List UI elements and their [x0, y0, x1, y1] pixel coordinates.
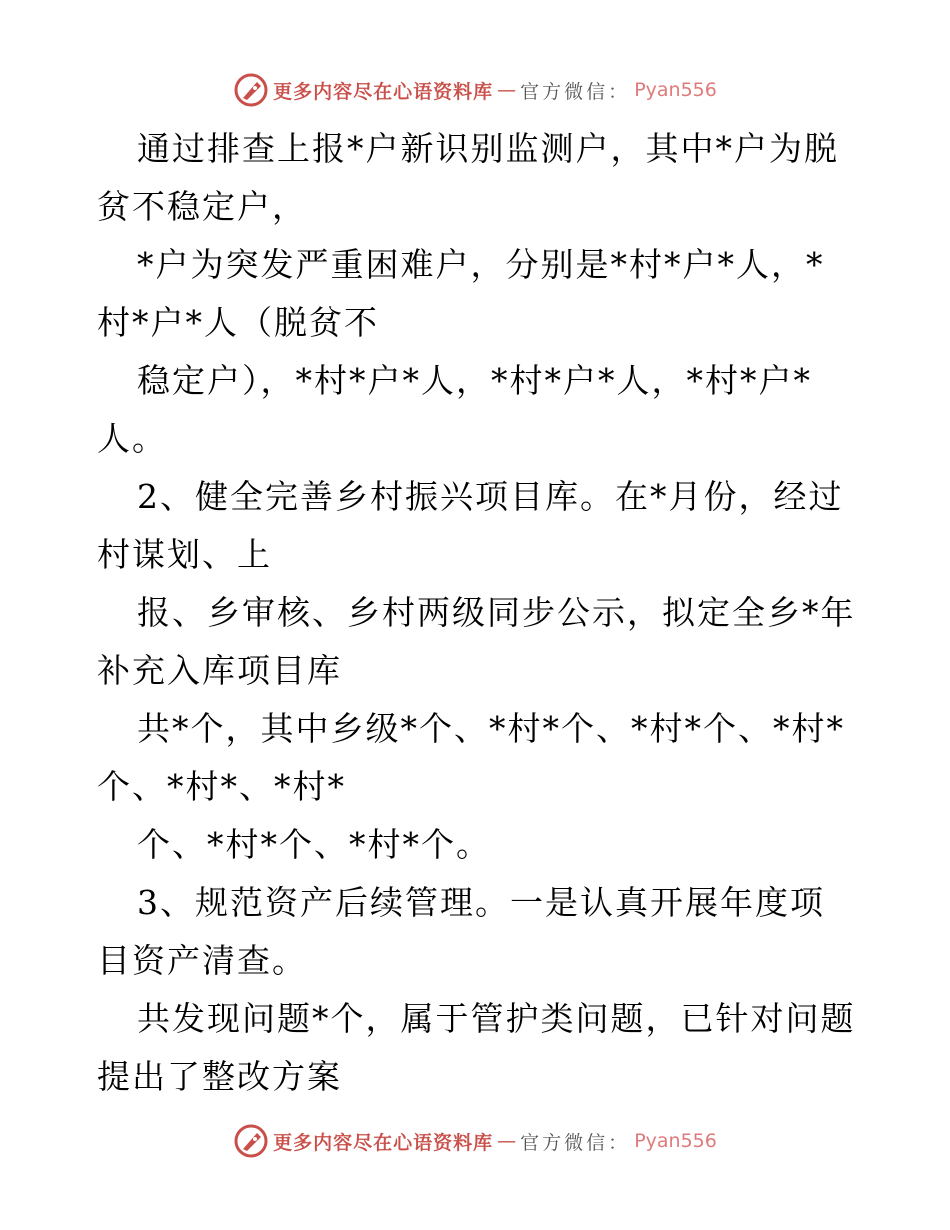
header-watermark	[0, 70, 950, 110]
watermark-brand: 更多内容尽在心语资料库	[273, 1131, 494, 1154]
pen-nib-logo-icon	[233, 1123, 269, 1159]
paragraph: 共*个，其中乡级*个、*村*个、*村*个、*村*个、*村*、*村*	[97, 709, 845, 806]
paragraph: 通过排查上报*户新识别监测户，其中*户为脱贫不稳定户，	[97, 129, 839, 226]
document-body	[97, 120, 857, 1106]
watermark-brand: 更多内容尽在心语资料库	[273, 80, 494, 103]
paragraph: 稳定户），*村*户*人，*村*户*人，*村*户*人。	[97, 361, 812, 458]
watermark-official: 官方微信：	[520, 80, 631, 103]
pen-nib-logo-icon	[233, 72, 269, 108]
paragraph: 2、健全完善乡村振兴项目库。在*月份，经过村谋划、上	[97, 477, 844, 574]
paragraph: 3、规范资产后续管理。一是认真开展年度项目资产清查。	[97, 883, 825, 980]
watermark-dash: —	[497, 79, 517, 101]
watermark-wechat-id: Pyan556	[634, 1130, 717, 1152]
watermark-dash: —	[497, 1130, 517, 1152]
watermark-wechat-id: Pyan556	[634, 79, 717, 101]
paragraph: 个、*村*个、*村*个。	[137, 825, 491, 864]
paragraph: *户为突发严重困难户，分别是*村*户*人，*村*户*人（脱贫不	[97, 245, 825, 342]
paragraph: 报、乡审核、乡村两级同步公示，拟定全乡*年补充入库项目库	[97, 593, 856, 690]
paragraph: 共发现问题*个，属于管护类问题，已针对问题提出了整改方案	[97, 999, 856, 1096]
watermark-official: 官方微信：	[520, 1131, 631, 1154]
footer-watermark	[0, 1121, 950, 1161]
